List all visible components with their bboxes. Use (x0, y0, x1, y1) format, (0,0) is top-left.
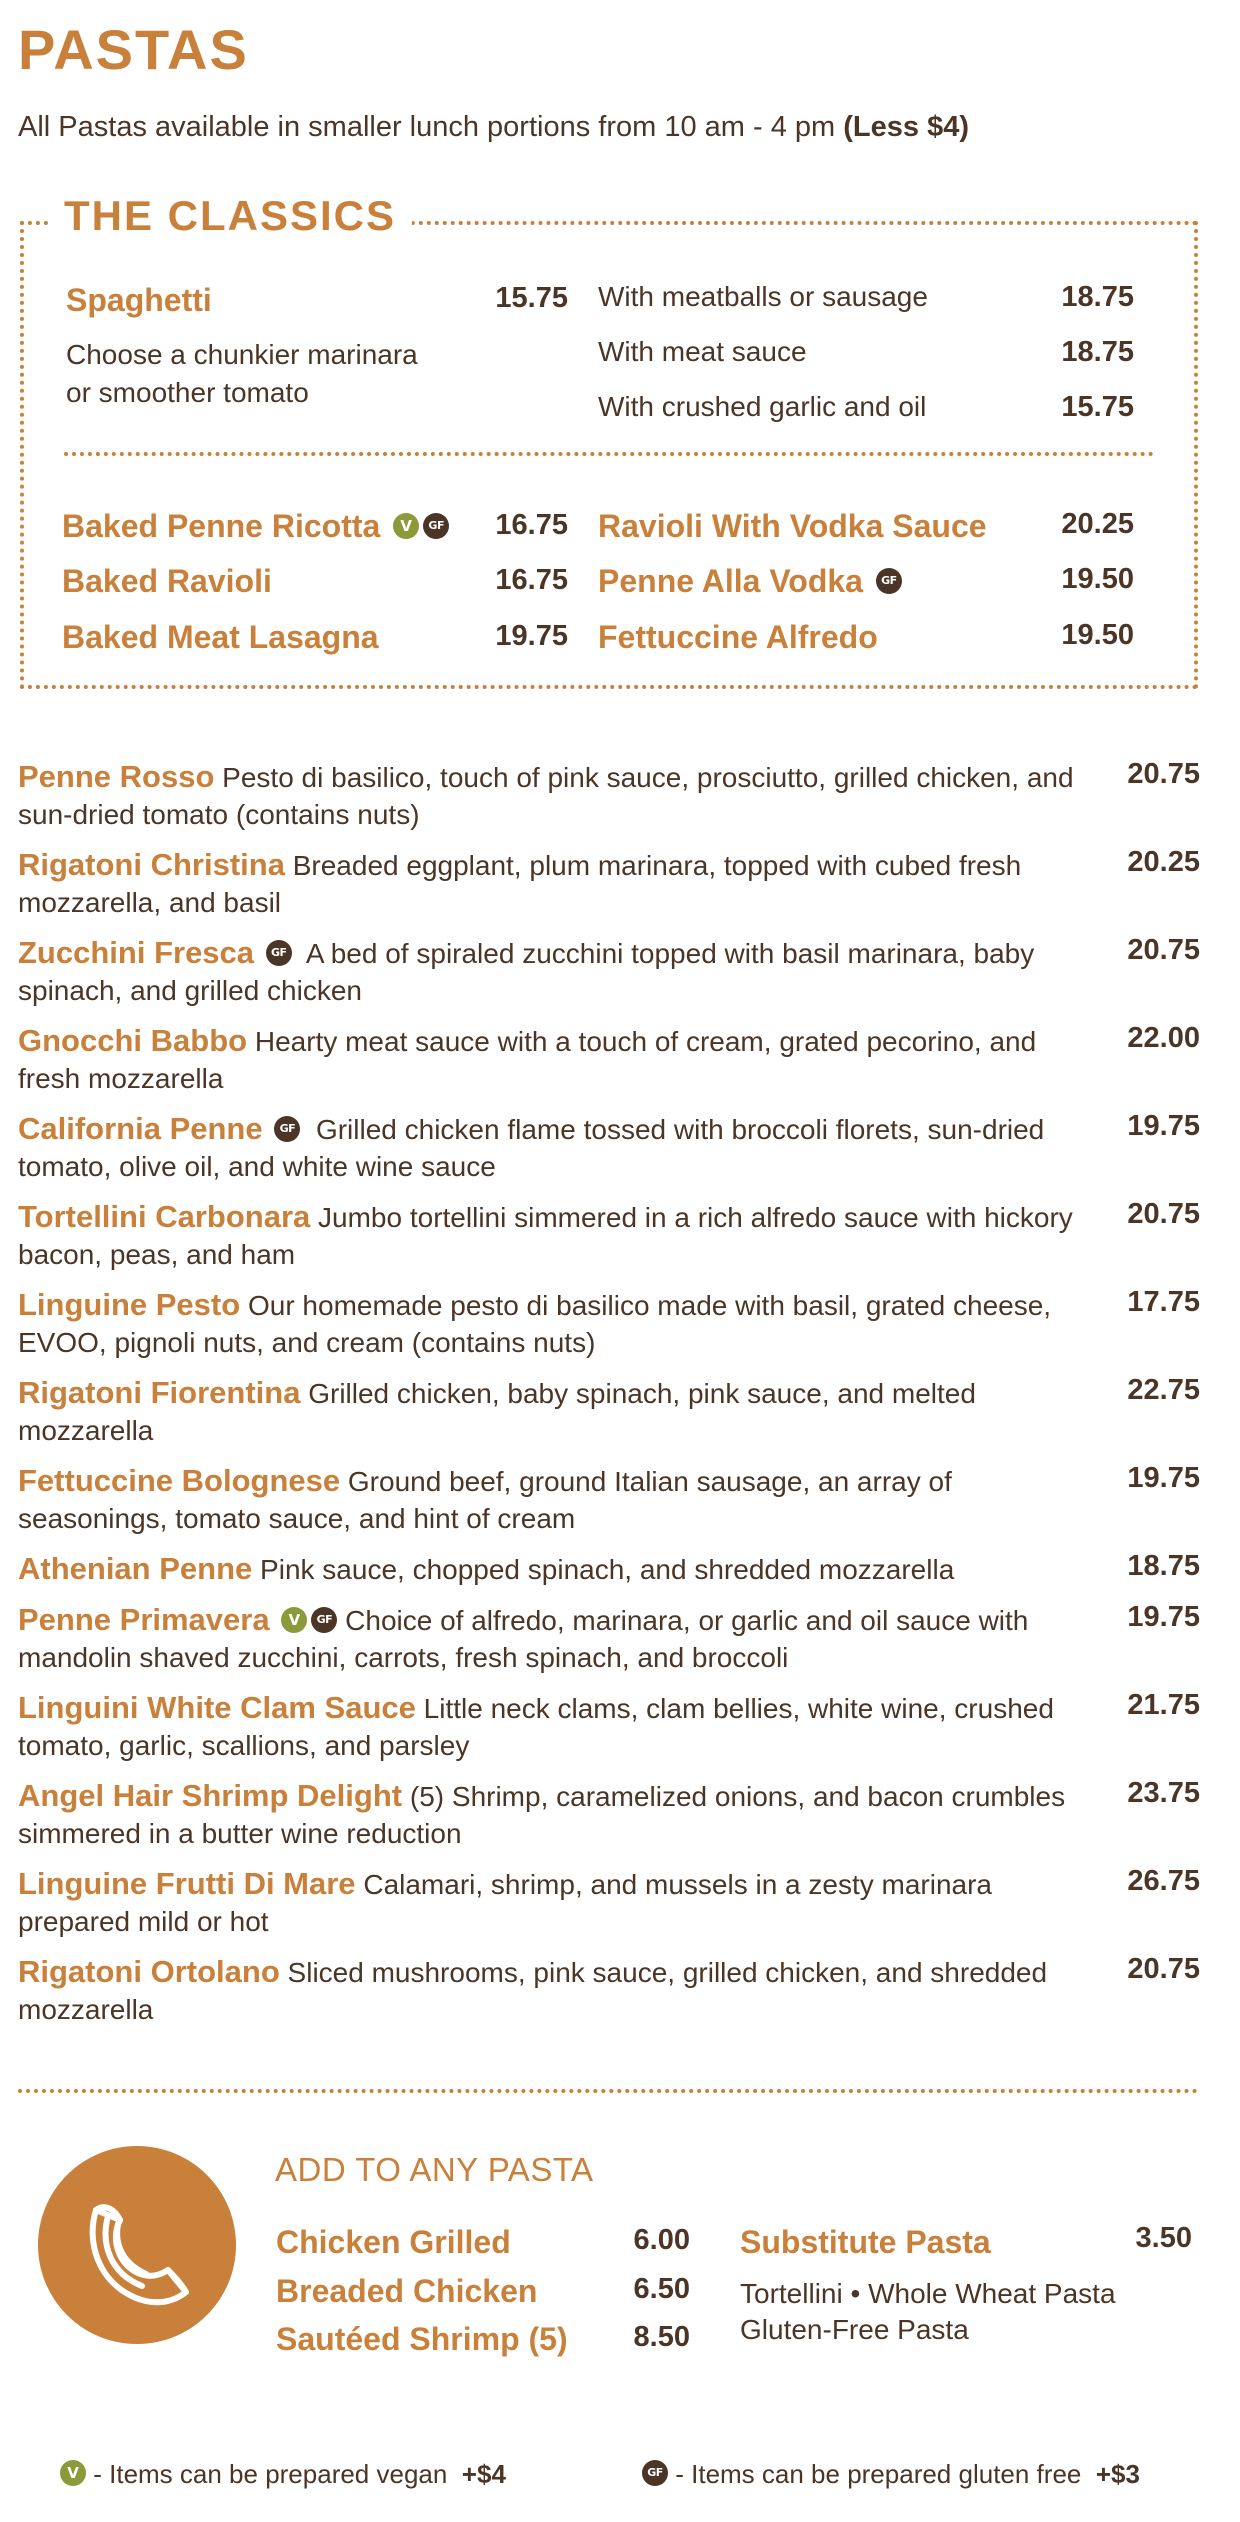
classic-item-name: Baked Meat Lasagna (62, 619, 379, 655)
substitute-options (740, 2276, 1116, 2348)
spaghetti-option-price: 18.75 (1061, 336, 1134, 368)
menu-item-desc: A bed of spiraled zucchini topped with basil marinara, baby spinach, and grilled chicken (18, 938, 1035, 1006)
classic-item-price: 16.75 (495, 509, 568, 541)
menu-item-price: 20.75 (1127, 1953, 1200, 1985)
spaghetti-option: With meat sauce (598, 336, 807, 367)
classic-item-price: 16.75 (495, 564, 568, 596)
menu-item-desc: Our homemade pesto di basilico made with basil, grated cheese, EVOO, pignoli nuts, and cream (contains nuts) (18, 1290, 1052, 1358)
substitute-options-line1: Tortellini • Whole Wheat Pasta (740, 2278, 1116, 2309)
spaghetti-option-price: 15.75 (1061, 391, 1134, 423)
menu-item-linguini-white-clam (18, 1689, 1080, 1764)
menu-item-desc: Pink sauce, chopped spinach, and shredded mozzarella (260, 1554, 955, 1585)
menu-item-rigatoni-christina (18, 846, 1080, 921)
classic-item-name: Penne Alla Vodka (598, 563, 863, 599)
spaghetti-name: Spaghetti (66, 282, 212, 318)
menu-item-price: 22.75 (1127, 1374, 1200, 1406)
menu-item-price: 20.75 (1127, 934, 1200, 966)
menu-item-price: 19.75 (1127, 1601, 1200, 1633)
menu-item-price: 26.75 (1127, 1865, 1200, 1897)
menu-item-gnocchi-babbo (18, 1022, 1080, 1097)
menu-item-desc: Pesto di basilico, touch of pink sauce, prosciutto, grilled chicken, and sun-dried tomato (contains nuts) (18, 762, 1074, 830)
lunch-discount: (Less $4) (843, 111, 969, 143)
spaghetti-option: With crushed garlic and oil (598, 391, 927, 422)
menu-item-name: Linguine Pesto (18, 1287, 241, 1322)
spaghetti-desc-line1: Choose a chunkier marinara (66, 339, 418, 370)
classics-divider (64, 452, 1154, 456)
classic-item-price: 19.50 (1061, 563, 1134, 595)
lunch-note-text: All Pastas available in smaller lunch portions from 10 am - 4 pm (18, 111, 836, 143)
classic-item-price: 20.25 (1061, 508, 1134, 540)
menu-item-name: Angel Hair Shrimp Delight (18, 1778, 403, 1813)
menu-item-price: 23.75 (1127, 1777, 1200, 1809)
classic-item (598, 565, 902, 597)
spaghetti-option-price: 18.75 (1061, 281, 1134, 313)
menu-item-name: Zucchini Fresca (18, 935, 255, 970)
menu-item-price: 19.75 (1127, 1110, 1200, 1142)
menu-item-angel-hair-shrimp (18, 1777, 1080, 1852)
menu-item-name: Rigatoni Christina (18, 847, 285, 882)
menu-item-tortellini-carbonara (18, 1198, 1080, 1273)
menu-item-name: Linguine Frutti Di Mare (18, 1866, 356, 1901)
section-divider (18, 2089, 1198, 2093)
menu-item-desc: Ground beef, ground Italian sausage, an array of seasonings, tomato sauce, and hint of cream (18, 1466, 952, 1534)
addon-item-name: Breaded Chicken (276, 2273, 538, 2309)
menu-item-name: Rigatoni Fiorentina (18, 1375, 301, 1410)
menu-item-desc: (5) Shrimp, caramelized onions, and bacon crumbles simmered in a butter wine reduction (18, 1781, 1066, 1849)
menu-item-desc: Little neck clams, clam bellies, white wine, crushed tomato, garlic, scallions, and parsley (18, 1693, 1054, 1761)
menu-item-price: 18.75 (1127, 1550, 1200, 1582)
gluten-free-icon: GF (274, 1116, 300, 1142)
menu-item-desc: Calamari, shrimp, and mussels in a zesty marinara prepared mild or hot (18, 1869, 993, 1937)
menu-item-price: 20.75 (1127, 1198, 1200, 1230)
vegan-icon: V (281, 1607, 307, 1633)
pasta-icon (38, 2146, 236, 2344)
vegan-icon: V (60, 2460, 86, 2486)
substitute-options-line2: Gluten-Free Pasta (740, 2314, 969, 2345)
gf-legend-text: - Items can be prepared gluten free (675, 2459, 1082, 2489)
menu-item-rigatoni-fiorentina (18, 1374, 1080, 1449)
menu-item-price: 22.00 (1127, 1022, 1200, 1054)
gluten-free-icon: GF (423, 513, 449, 539)
classic-item-name: Fettuccine Alfredo (598, 619, 878, 655)
menu-item-name: Linguini White Clam Sauce (18, 1690, 416, 1725)
gluten-free-icon: GF (311, 1607, 337, 1633)
menu-item-price: 17.75 (1127, 1286, 1200, 1318)
spaghetti-price: 15.75 (495, 282, 568, 314)
menu-item-price: 20.75 (1127, 758, 1200, 790)
menu-item-penne-rosso (18, 758, 1080, 833)
pasta-shape-icon (38, 2146, 236, 2344)
gluten-free-icon: GF (642, 2460, 668, 2486)
classic-item-price: 19.50 (1061, 619, 1134, 651)
classic-item-name: Baked Penne Ricotta (62, 508, 381, 544)
menu-item-penne-primavera (18, 1601, 1080, 1676)
menu-item-name: Gnocchi Babbo (18, 1023, 248, 1058)
spaghetti-desc-line2: or smoother tomato (66, 377, 309, 408)
addon-item-price: 6.00 (633, 2224, 690, 2256)
menu-item-desc: Hearty meat sauce with a touch of cream, grated pecorino, and fresh mozzarella (18, 1026, 1037, 1094)
menu-item-desc: Choice of alfredo, marinara, or garlic and oil sauce with mandolin shaved zucchini, carrots, fresh spinach, and broccoli (18, 1605, 1029, 1673)
vegan-upcharge: +$4 (461, 2459, 506, 2489)
menu-item-linguine-pesto (18, 1286, 1080, 1361)
lunch-portions-note (18, 110, 969, 145)
menu-item-name: Rigatoni Ortolano (18, 1954, 280, 1989)
menu-item-name: California Penne (18, 1111, 263, 1146)
vegan-legend-text: - Items can be prepared vegan (93, 2459, 448, 2489)
menu-item-name: Athenian Penne (18, 1551, 253, 1586)
gluten-free-icon: GF (266, 940, 292, 966)
menu-item-zucchini-fresca (18, 934, 1080, 1009)
menu-item-desc: Grilled chicken, baby spinach, pink sauce, and melted mozzarella (18, 1378, 976, 1446)
classic-item-name: Baked Ravioli (62, 563, 272, 599)
substitute-pasta-price: 3.50 (1135, 2222, 1192, 2254)
addon-title: ADD TO ANY PASTA (275, 2151, 594, 2188)
gluten-free-icon: GF (876, 568, 902, 594)
menu-item-name: Tortellini Carbonara (18, 1199, 311, 1234)
menu-item-price: 19.75 (1127, 1462, 1200, 1494)
classics-title: THE CLASSICS (48, 195, 412, 237)
gf-upcharge: +$3 (1095, 2459, 1140, 2489)
menu-item-linguine-frutti-di-mare (18, 1865, 1080, 1940)
menu-item-rigatoni-ortolano (18, 1953, 1080, 2028)
menu-item-desc: Jumbo tortellini simmered in a rich alfredo sauce with hickory bacon, peas, and ham (18, 1202, 1073, 1270)
menu-item-athenian-penne (18, 1550, 1080, 1588)
menu-item-name: Penne Rosso (18, 759, 215, 794)
addon-item-name: Sautéed Shrimp (5) (276, 2321, 568, 2357)
vegan-legend (56, 2461, 506, 2489)
classic-item-price: 19.75 (495, 620, 568, 652)
addon-item-price: 8.50 (633, 2321, 690, 2353)
menu-item-california-penne (18, 1110, 1080, 1185)
spaghetti-option: With meatballs or sausage (598, 281, 928, 312)
addon-item-name: Chicken Grilled (276, 2224, 511, 2260)
menu-item-fettuccine-bolognese (18, 1462, 1080, 1537)
classic-item (62, 510, 449, 542)
menu-item-desc: Breaded eggplant, plum marinara, topped with cubed fresh mozzarella, and basil (18, 850, 1022, 918)
addon-item-price: 6.50 (633, 2273, 690, 2305)
page-title: PASTAS (18, 18, 249, 81)
menu-item-name: Penne Primavera (18, 1602, 270, 1637)
menu-item-desc: Sliced mushrooms, pink sauce, grilled chicken, and shredded mozzarella (18, 1957, 1048, 2025)
menu-item-name: Fettuccine Bolognese (18, 1463, 341, 1498)
spaghetti-description (66, 336, 418, 412)
menu-item-price: 20.25 (1127, 846, 1200, 878)
menu-item-desc: Grilled chicken flame tossed with broccoli florets, sun-dried tomato, olive oil, and white wine sauce (18, 1114, 1045, 1182)
vegan-icon: V (393, 513, 419, 539)
substitute-pasta-name: Substitute Pasta (740, 2224, 991, 2260)
classic-item-name: Ravioli With Vodka Sauce (598, 508, 987, 544)
menu-item-price: 21.75 (1127, 1689, 1200, 1721)
gluten-free-legend (638, 2461, 1140, 2489)
